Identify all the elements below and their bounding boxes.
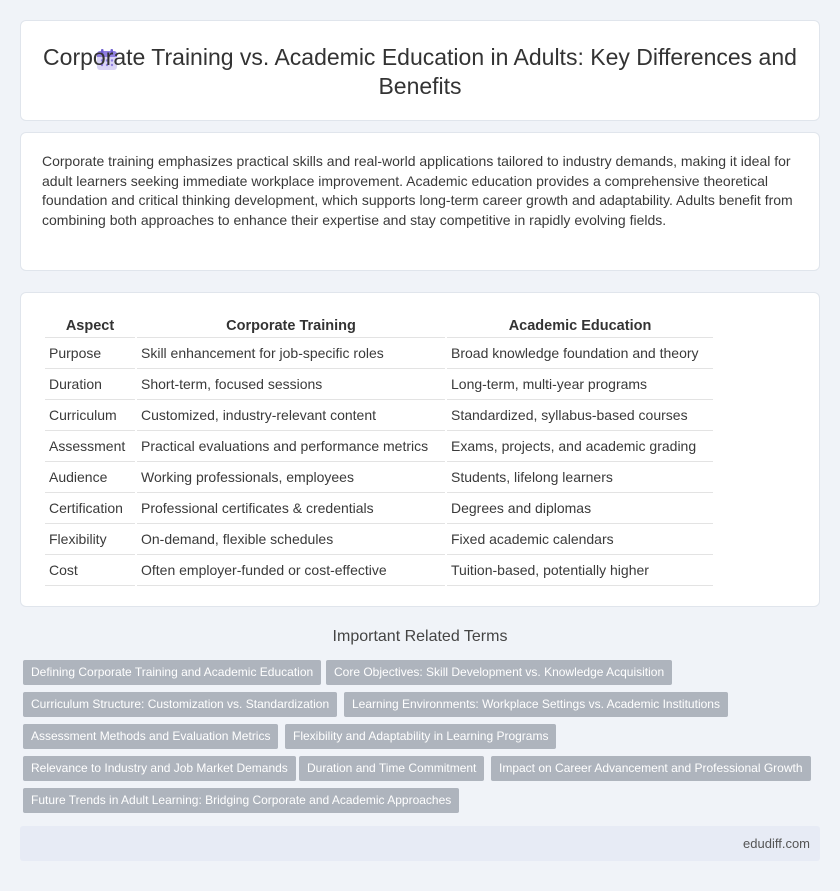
cell-corporate: Working professionals, employees (137, 462, 445, 493)
related-term-tag[interactable]: Duration and Time Commitment (299, 756, 484, 781)
cell-corporate: On-demand, flexible schedules (137, 524, 445, 555)
cell-academic: Long-term, multi-year programs (447, 369, 713, 400)
comparison-table (43, 314, 715, 586)
related-term-tag[interactable]: Future Trends in Adult Learning: Bridging Corporate and Academic Approaches (23, 788, 459, 813)
cell-academic: Fixed academic calendars (447, 524, 713, 555)
cell-aspect: Cost (45, 555, 135, 586)
related-term-tag[interactable]: Relevance to Industry and Job Market Demands (23, 756, 296, 781)
cell-academic: Degrees and diplomas (447, 493, 713, 524)
cell-aspect: Certification (45, 493, 135, 524)
table-row (45, 524, 713, 555)
title-card (20, 20, 820, 121)
table-row (45, 555, 713, 586)
intro-paragraph: Corporate training emphasizes practical skills and real-world applications tailored to industry demands, making it ideal for adult learners seeking immediate workplace improvement. Academic education provides a comprehensive theoretical foundation and critical thinking development, which supports long-term career growth and adaptability. Adults benefit from combining both approaches to enhance their expertise and stay competitive in rapidly evolving fields. (42, 153, 793, 228)
table-row (45, 493, 713, 524)
cell-corporate: Often employer-funded or cost-effective (137, 555, 445, 586)
cell-academic: Students, lifelong learners (447, 462, 713, 493)
related-term-tag[interactable]: Learning Environments: Workplace Settings vs. Academic Institutions (344, 692, 728, 717)
cell-aspect: Flexibility (45, 524, 135, 555)
table-row (45, 431, 713, 462)
cell-aspect: Curriculum (45, 400, 135, 431)
intro-card (20, 132, 820, 271)
header-corporate-training: Corporate Training (137, 314, 445, 338)
related-term-tag[interactable]: Defining Corporate Training and Academic Education (23, 660, 321, 685)
table-header-row (45, 314, 713, 338)
related-term-tag[interactable]: Assessment Methods and Evaluation Metrics (23, 724, 278, 749)
table-row (45, 400, 713, 431)
cell-academic: Exams, projects, and academic grading (447, 431, 713, 462)
cell-corporate: Customized, industry-relevant content (137, 400, 445, 431)
related-term-tag[interactable]: Curriculum Structure: Customization vs. Standardization (23, 692, 337, 717)
cell-corporate: Professional certificates & credentials (137, 493, 445, 524)
related-terms-heading: Important Related Terms (332, 628, 508, 645)
cell-academic: Standardized, syllabus-based courses (447, 400, 713, 431)
related-term-tag[interactable]: Flexibility and Adaptability in Learning Programs (285, 724, 556, 749)
table-row (45, 462, 713, 493)
page-title: Corporate Training vs. Academic Education in Adults: Key Differences and Benefits (43, 44, 797, 99)
related-term-tag[interactable]: Core Objectives: Skill Development vs. Knowledge Acquisition (326, 660, 672, 685)
related-term-tag[interactable]: Impact on Career Advancement and Professional Growth (491, 756, 811, 781)
cell-corporate: Practical evaluations and performance metrics (137, 431, 445, 462)
cell-corporate: Short-term, focused sessions (137, 369, 445, 400)
cell-aspect: Duration (45, 369, 135, 400)
cell-aspect: Purpose (45, 338, 135, 369)
comparison-card (20, 292, 820, 607)
footer-site-link[interactable]: edudiff.com (743, 836, 810, 851)
cell-aspect: Assessment (45, 431, 135, 462)
cell-academic: Tuition-based, potentially higher (447, 555, 713, 586)
table-row (45, 369, 713, 400)
cell-academic: Broad knowledge foundation and theory (447, 338, 713, 369)
header-aspect: Aspect (45, 314, 135, 338)
header-academic-education: Academic Education (447, 314, 713, 338)
footer (20, 826, 820, 861)
cell-corporate: Skill enhancement for job-specific roles (137, 338, 445, 369)
table-row (45, 338, 713, 369)
cell-aspect: Audience (45, 462, 135, 493)
